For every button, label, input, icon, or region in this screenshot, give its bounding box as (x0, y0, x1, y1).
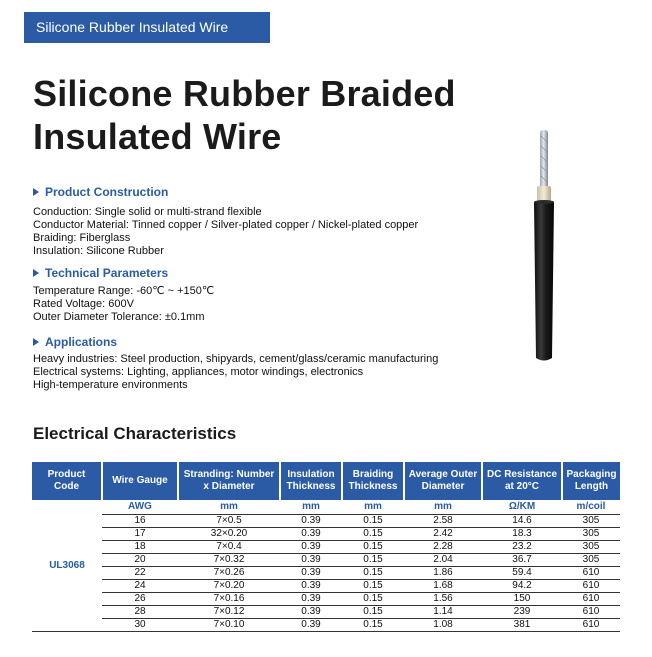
table-cell: 2.42 (404, 528, 482, 541)
table-cell: 381 (482, 619, 562, 632)
table-cell: 36.7 (482, 554, 562, 567)
table-cell: 20 (102, 554, 178, 567)
unit-cell: mm (280, 500, 342, 515)
table-row (32, 528, 620, 541)
construction-line: Braiding: Fiberglass (33, 232, 131, 244)
electrical-characteristics-title: Electrical Characteristics (33, 424, 237, 443)
table-cell: 305 (562, 515, 620, 528)
applications-line: Electrical systems: Lighting, appliances, motor windings, electronics (33, 366, 364, 378)
category-banner-label: Silicone Rubber Insulated Wire (36, 19, 229, 35)
construction-line: Conduction: Single solid or multi-strand flexible (33, 206, 262, 218)
table-cell: 32×0.20 (178, 528, 280, 541)
table-cell: 7×0.12 (178, 606, 280, 619)
table-cell: 7×0.20 (178, 580, 280, 593)
units-row (32, 500, 620, 515)
header-average-outer-diameter: Average Outer Diameter (404, 462, 482, 500)
category-banner (24, 12, 270, 43)
table-row (32, 606, 620, 619)
table-cell: 7×0.5 (178, 515, 280, 528)
table-cell: 0.39 (280, 554, 342, 567)
unit-cell: mm (404, 500, 482, 515)
braided-jacket (534, 202, 554, 361)
applications-list (33, 353, 438, 392)
table-cell: 0.15 (342, 554, 404, 567)
construction-line: Conductor Material: Tinned copper / Silver-plated copper / Nickel-plated copper (33, 219, 419, 231)
table-cell: 0.15 (342, 515, 404, 528)
table-row (32, 619, 620, 632)
triangle-bullet-icon (33, 269, 39, 277)
unit-cell: m/coil (562, 500, 620, 515)
table-cell: 7×0.10 (178, 619, 280, 632)
inner-insulation (537, 186, 551, 202)
page-title-line-1: Silicone Rubber Braided (33, 73, 456, 114)
unit-cell: mm (178, 500, 280, 515)
table-cell: 0.39 (280, 567, 342, 580)
table-cell: 59.4 (482, 567, 562, 580)
technical-list (33, 285, 214, 324)
table-cell: 94.2 (482, 580, 562, 593)
table-cell: 1.08 (404, 619, 482, 632)
table-row (32, 567, 620, 580)
table-cell: 28 (102, 606, 178, 619)
construction-list (33, 206, 418, 258)
table-cell: 23.2 (482, 541, 562, 554)
table-cell: 305 (562, 528, 620, 541)
table-cell: 2.04 (404, 554, 482, 567)
unit-cell: Ω/KM (482, 500, 562, 515)
table-cell: 0.39 (280, 593, 342, 606)
construction-line: Insulation: Silicone Rubber (33, 245, 164, 257)
electrical-characteristics-table (32, 462, 620, 632)
table-cell: 7×0.4 (178, 541, 280, 554)
table-cell: 24 (102, 580, 178, 593)
page-title (33, 72, 456, 158)
construction-heading (33, 185, 168, 199)
table-cell: 610 (562, 619, 620, 632)
table-row (32, 593, 620, 606)
technical-heading (33, 266, 168, 280)
table-cell: 26 (102, 593, 178, 606)
table-cell: 0.15 (342, 528, 404, 541)
table-cell: 1.56 (404, 593, 482, 606)
table-cell: 0.39 (280, 580, 342, 593)
table-cell: 239 (482, 606, 562, 619)
table-cell: 0.39 (280, 541, 342, 554)
table-cell: 610 (562, 567, 620, 580)
table-row (32, 515, 620, 528)
table-cell: 0.15 (342, 541, 404, 554)
header-dc-resistance: DC Resistance at 20°C (482, 462, 562, 500)
table-cell: 610 (562, 593, 620, 606)
header-insulation-thickness: Insulation Thickness (280, 462, 342, 500)
applications-heading (33, 335, 117, 349)
table-cell: 17 (102, 528, 178, 541)
table-row (32, 541, 620, 554)
unit-cell: mm (342, 500, 404, 515)
table-cell: 7×0.26 (178, 567, 280, 580)
applications-heading-label: Applications (45, 335, 118, 349)
table-row (32, 580, 620, 593)
technical-line: Rated Voltage: 600V (33, 298, 134, 310)
table-cell: 305 (562, 554, 620, 567)
table-cell: 14.6 (482, 515, 562, 528)
table-cell: 0.39 (280, 515, 342, 528)
table-cell: 0.39 (280, 528, 342, 541)
table-cell: 7×0.16 (178, 593, 280, 606)
table-cell: 0.15 (342, 580, 404, 593)
table-cell: 305 (562, 541, 620, 554)
table-cell: 16 (102, 515, 178, 528)
table-cell: 2.58 (404, 515, 482, 528)
triangle-bullet-icon (33, 188, 39, 196)
technical-line: Temperature Range: -60℃ ~ +150℃ (33, 285, 215, 297)
table-cell: 0.39 (280, 619, 342, 632)
header-packaging-length: Packaging Length (562, 462, 620, 500)
header-wire-gauge: Wire Gauge (102, 462, 178, 500)
triangle-bullet-icon (33, 338, 39, 346)
table-cell: 150 (482, 593, 562, 606)
table-cell: 7×0.32 (178, 554, 280, 567)
table-cell: 1.86 (404, 567, 482, 580)
table-cell: 22 (102, 567, 178, 580)
table-cell: 610 (562, 606, 620, 619)
table-cell: 1.14 (404, 606, 482, 619)
table-cell: 0.15 (342, 593, 404, 606)
technical-line: Outer Diameter Tolerance: ±0.1mm (33, 311, 205, 323)
conductor-strands (540, 130, 548, 188)
table-cell: 0.15 (342, 606, 404, 619)
table-cell: 1.68 (404, 580, 482, 593)
header-product-code: Product Code (32, 462, 102, 500)
table-row (32, 554, 620, 567)
table-cell: 0.39 (280, 606, 342, 619)
table-cell: 30 (102, 619, 178, 632)
applications-line: Heavy industries: Steel production, shipyards, cement/glass/ceramic manufacturing (33, 353, 439, 365)
jacket-end (534, 200, 554, 204)
table-cell: 2.28 (404, 541, 482, 554)
construction-heading-label: Product Construction (45, 185, 169, 199)
wire-product-image (528, 128, 558, 363)
unit-cell: AWG (102, 500, 178, 515)
table-cell: 0.15 (342, 567, 404, 580)
table-cell: 0.15 (342, 619, 404, 632)
table-cell: 18 (102, 541, 178, 554)
applications-line: High-temperature environments (33, 379, 188, 391)
product-code-cell: UL3068 (32, 500, 102, 632)
page-title-line-2: Insulated Wire (33, 116, 282, 157)
header-stranding: Stranding: Number x Diameter (178, 462, 280, 500)
header-braiding-thickness: Braiding Thickness (342, 462, 404, 500)
table-header-row (32, 462, 620, 500)
table-cell: 18.3 (482, 528, 562, 541)
table-cell: 610 (562, 580, 620, 593)
technical-heading-label: Technical Parameters (45, 266, 169, 280)
